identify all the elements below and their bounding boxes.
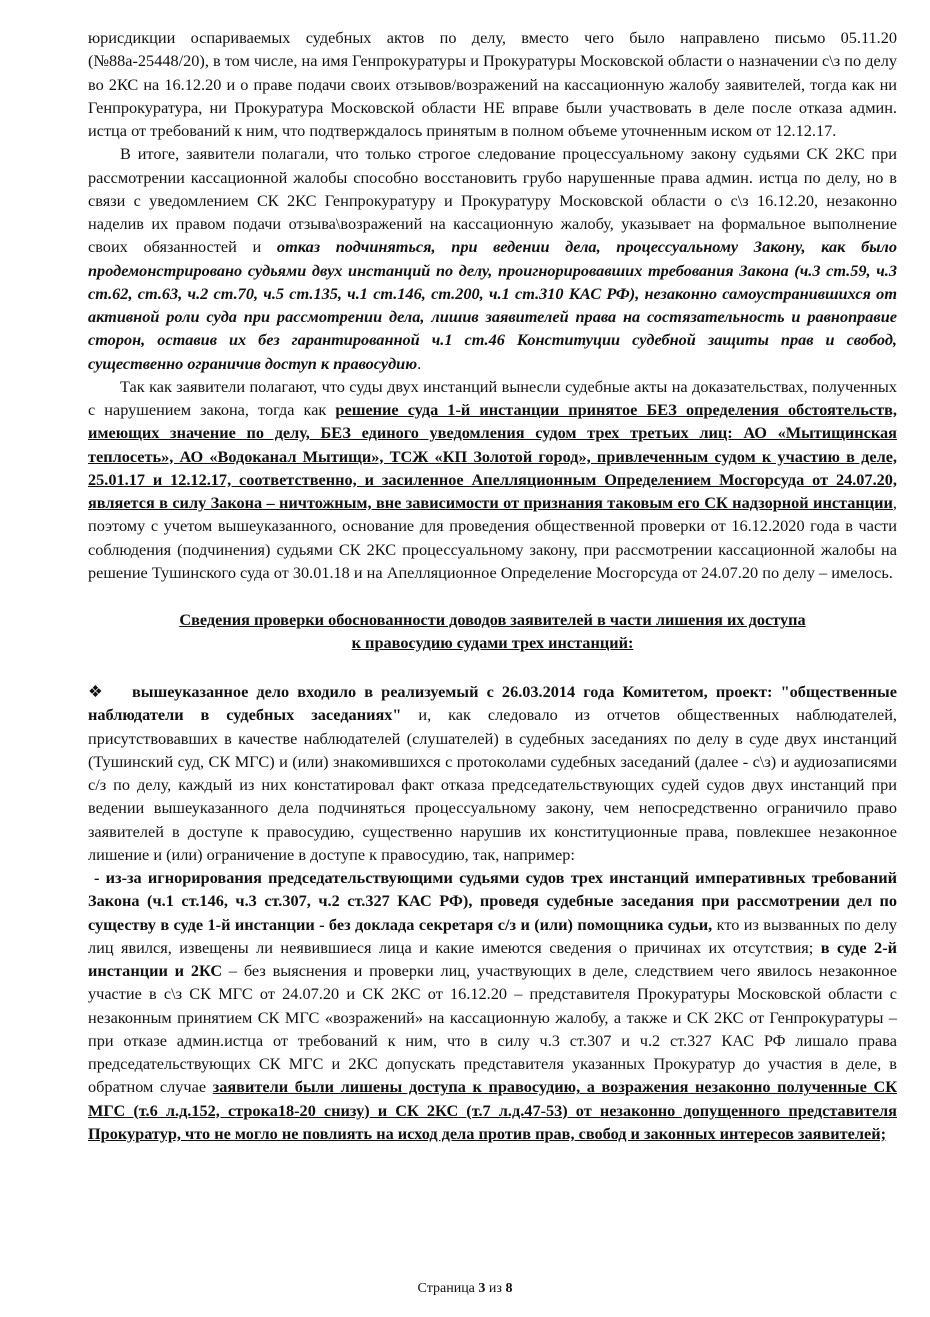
bullet-paragraph-emphasis: вышеуказанное дело входило в реализуемый с 26.03.2014 года Комитетом, проект: "общественные наблюдатели в судебных заседаниях" xyxy=(88,682,897,725)
footer-total-pages: 8 xyxy=(505,1281,513,1296)
bullet-paragraph-text: и, как следовало из отчетов общественных наблюдателей, присутствовавших в качестве наблюдателей (слушателей) в судебных заседаниях по делу в суде двух инстанций (Тушинский суд, СК МГС) и (или) знакомившихся с протоколами судебных заседаний (далее - с\з) и аудиозаписями с/з по делу, каждый из них констатировал факт отказа председательствующих судей судов двух инстанций при ведении вышеуказанного дела подчиняться процессуальному закону, чем непосредственно ограничило право заявителей в доступе к правосудию, существенно нарушив их конституционные права, повлекшее незаконное лишение и (или) ограничение в доступе к правосудию, так, например: xyxy=(88,705,898,864)
paragraph-3-text: Так как заявители полагают, что суды двух инстанций вынесли судебные акты на доказательствах, полученных с нарушением закона, тогда как xyxy=(88,376,897,419)
section-heading xyxy=(88,608,897,654)
section-heading-line-1: Сведения проверки обоснованности доводов заявителей в части лишения их доступа xyxy=(179,610,806,629)
footer-middle: из xyxy=(485,1281,506,1296)
document-page xyxy=(88,26,897,1145)
paragraph-2-text: В итоге, заявители полагали, что только строгое следование процессуальному закону судьями СК 2КС при рассмотрении кассационной жалобы способно восстановить грубо нарушенные права админ. истца по делу, но в связи с уведомлением СК 2КС Генпрокуратуру и Прокуратуру Московской области о с\з 16.12.20, незаконно наделив их правом подачи отзыва\возражений на кассационную жалобу, указывает на формальное выполнение своих обязанностей и xyxy=(88,144,897,257)
dash-paragraph-text-2: – без выяснения и проверки лиц, участвующих в деле, следствием чего явилось незаконное участие в с\з СК МГС от 24.07.20 и СК 2КС от 16.12.20 – представителя Прокуратуры Московской области с незаконным принятием СК МГС «возражений» на кассационную жалобу, а также и СК 2КС от Генпрокуратуры – при отказе админ.истца от требований к ним, что в силу ч.3 ст.307 и ч.2 ст.327 КАС РФ лишало права председательствующих СК МГС и 2КС допускать представителя указанных Прокуратур до участия в деле, в обратном случае xyxy=(88,961,897,1097)
dash-paragraph-emphasis-1: - из-за игнорирования председательствующими судьями судов трех инстанций императивных требований Закона (ч.1 ст.146, ч.3 ст.307, ч.2 ст.327 КАС РФ), проведя судебные заседания при рассмотрении дел по существу в суде 1-й инстанции - без доклада секретаря с/з и (или) помощника судьи, xyxy=(88,868,897,934)
paragraph-1: юрисдикции оспариваемых судебных актов по делу, вместо чего было направлено письмо 05.11.20 (№88а-25448/20), в том числе, на имя Генпрокуратуры и Прокуратуры Московской области о назначении с\з по делу во 2КС на 16.12.20 и о праве подачи своих отзывов/возражений на кассационную жалобу заявителей, тогда как ни Генпрокуратура, ни Прокуратура Московской области НЕ вправе были участвовать в деле после отказа админ. истца от требований к ним, что подтверждалось принятым в полном объеме уточненным иском от 12.12.17. xyxy=(88,28,897,140)
paragraph-3-emphasis: решение суда 1-й инстанции принятое БЕЗ определения обстоятельств, имеющих значение по делу, БЕЗ единого уведомления судом трех третьих лиц: АО «Мытищинская теплосеть», АО «Водоканал Мытищи», ТСЖ «КП Золотой город», привлеченным судом к участию в деле, 25.01.17 и 12.12.17, соответственно, и засиленное Апелляционным Определением Мосгорсуда от 24.07.20, является в силу Закона – ничтожным, вне зависимости от признания таковым его СК надзорной инстанции xyxy=(88,400,897,512)
diamond-bullet-icon: ❖ xyxy=(88,682,103,701)
footer-prefix: Страница xyxy=(417,1281,479,1296)
paragraph-2 xyxy=(88,142,897,375)
page-number-footer xyxy=(0,1281,930,1297)
paragraph-3 xyxy=(88,375,897,584)
dash-paragraph-emphasis-3: заявители были лишены доступа к правосудию, а возражения незаконно полученные СК МГС (т.6 л.д.152, строка18-20 снизу) и СК 2КС (т.7 л.д.47-53) от незаконно допущенного представителя Прокуратур, что не могло не повлиять на исход дела против прав, свобод и законных интересов заявителей; xyxy=(88,1077,898,1143)
footer-current-page: 3 xyxy=(478,1281,486,1296)
paragraph-2-emphasis: отказ подчиняться, при ведении дела, процессуальному Закону, как было продемонстрировано судьями двух инстанций по делу, проигнорировавших требования Закона (ч.3 ст.59, ч.3 ст.62, ст.63, ч.2 ст.70, ч.5 ст.135, ч.1 ст.146, ст.200, ч.1 ст.310 КАС РФ), незаконно самоустранившихся от активной роли суда при рассмотрении дела, лишив заявителей права на состязательность и равноправие сторон, оставив их без гарантированной ч.1 ст.46 Конституции судебной защиты прав и свобод, существенно ограничив доступ к правосудию xyxy=(88,237,898,373)
bullet-paragraph xyxy=(88,680,897,866)
dash-paragraph-emphasis-2: в суде 2-й инстанции и 2КС xyxy=(88,937,898,980)
section-heading-line-2: к правосудию судами трех инстанций: xyxy=(351,633,634,652)
dash-paragraph-text-1: кто из вызванных по делу лиц явился, извещены ли неявившиеся лица и какие имеются сведения о причинах их отсутствия; xyxy=(88,914,898,957)
dash-paragraph xyxy=(88,866,897,1145)
paragraph-3-end: , поэтому с учетом вышеуказанного, основание для проведения общественной проверки от 16.12.2020 года в части соблюдения (подчинения) судьями СК 2КС процессуальному закону, при рассмотрении кассационной жалобы на решение Тушинского суда от 30.01.18 и на Апелляционное Определение Мосгорсуда от 24.07.20 по делу – имелось. xyxy=(88,493,897,582)
paragraph-2-end: . xyxy=(417,353,422,373)
